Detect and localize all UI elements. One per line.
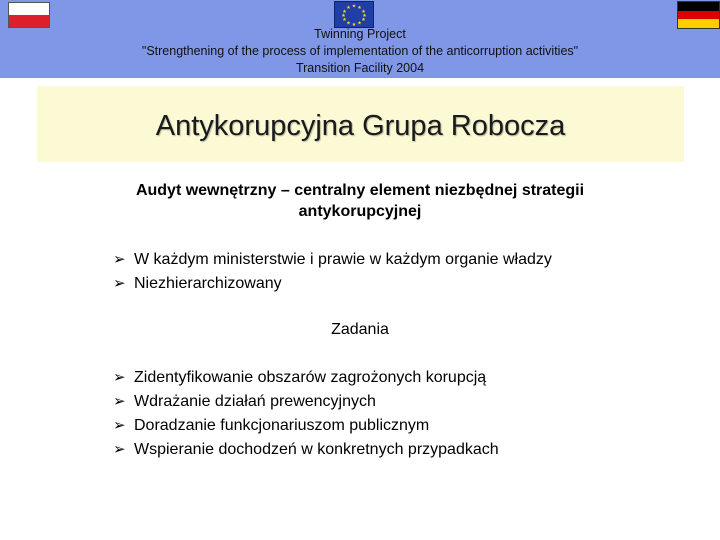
- header-banner: [0, 0, 720, 78]
- list-item-text: Wspieranie dochodzeń w konkretnych przypadkach: [134, 441, 499, 458]
- list-item-text: Wdrażanie działań prewencyjnych: [134, 393, 376, 410]
- svg-text:★: ★: [351, 3, 357, 10]
- list-item: [113, 272, 552, 296]
- title-box: [37, 86, 684, 162]
- bullet-list-scope: [113, 248, 552, 296]
- list-item: [113, 414, 499, 438]
- arrowhead-bullet-icon: ➢: [113, 275, 126, 292]
- page-title: Antykorupcyjna Grupa Robocza: [155, 110, 566, 142]
- header-program-label: Transition Facility 2004: [295, 61, 425, 75]
- list-item-text: Zidentyfikowanie obszarów zagrożonych korupcją: [134, 369, 487, 386]
- header-project-name: "Strengthening of the process of implementation of the anticorruption activities": [141, 44, 579, 58]
- svg-text:★: ★: [346, 20, 351, 27]
- poland-flag-icon: [8, 2, 50, 28]
- list-item-text: W każdym ministerstwie i prawie w każdym organie władzy: [134, 251, 552, 268]
- list-item: [113, 390, 499, 414]
- bullet-list-tasks: [113, 366, 499, 462]
- svg-text:★: ★: [351, 22, 357, 27]
- section-heading: Zadania: [331, 321, 389, 338]
- list-item-text: Doradzanie funkcjonariuszom publicznym: [134, 417, 430, 434]
- arrowhead-bullet-icon: ➢: [113, 251, 126, 268]
- list-item: [113, 366, 499, 390]
- header-project-label: Twinning Project: [314, 27, 406, 41]
- arrowhead-bullet-icon: ➢: [113, 393, 126, 410]
- arrowhead-bullet-icon: ➢: [113, 441, 126, 458]
- svg-text:★: ★: [342, 9, 347, 15]
- germany-flag-icon: [677, 1, 720, 29]
- arrowhead-bullet-icon: ➢: [113, 369, 126, 386]
- svg-text:★: ★: [341, 13, 346, 19]
- svg-text:★: ★: [362, 13, 367, 19]
- subtitle: Audyt wewnętrzny – centralny element niezbędnej strategii antykorupcyjnej: [135, 182, 585, 220]
- svg-text:★: ★: [357, 20, 362, 27]
- svg-text:★: ★: [357, 5, 362, 11]
- svg-text:★: ★: [361, 9, 366, 15]
- list-item: [113, 248, 552, 272]
- list-item-text: Niezhierarchizowany: [134, 275, 282, 292]
- svg-text:★: ★: [342, 17, 347, 23]
- list-item: [113, 438, 499, 462]
- eu-flag-icon: [334, 1, 374, 28]
- svg-text:★: ★: [346, 5, 351, 11]
- arrowhead-bullet-icon: ➢: [113, 417, 126, 434]
- svg-text:★: ★: [361, 17, 366, 23]
